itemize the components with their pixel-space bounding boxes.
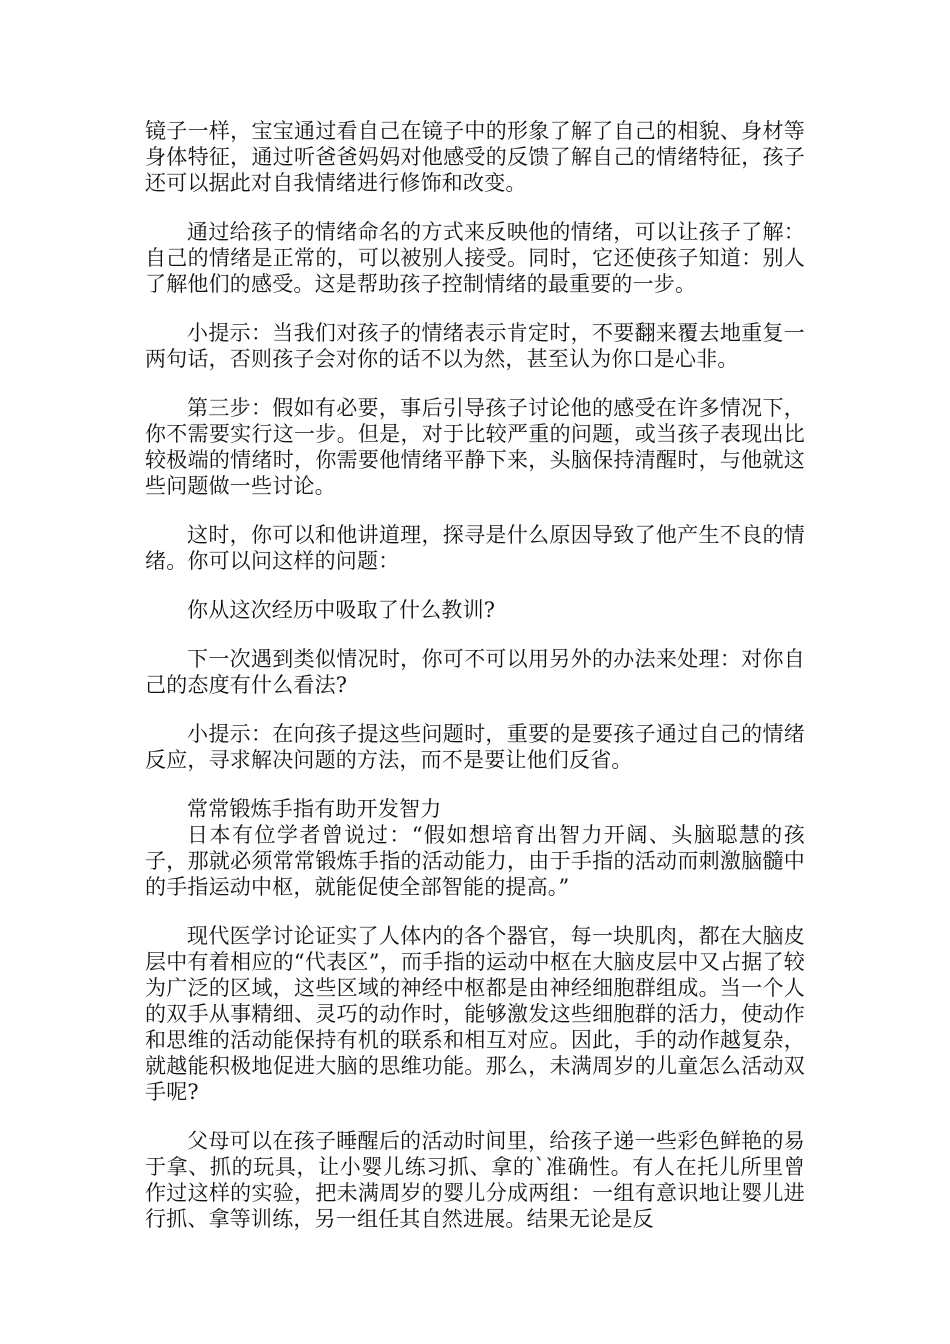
paragraph-japanese-scholar-quote: 日本有位学者曾说过：“假如想培育出智力开阔、头脑聪慧的孩子，那就必须常常锻炼手指的活动能力，由于手指的活动而刺激脑髓中的手指运动中枢，就能促使全部智能的提高。” [145,823,805,899]
paragraph-reasoning: 这时，你可以和他讲道理，探寻是什么原因导致了他产生不良的情绪。你可以问这样的问题： [145,523,805,573]
paragraph-question-one: 你从这次经历中吸取了什么教训? [187,598,496,622]
paragraph-step-three: 第三步：假如有必要，事后引导孩子讨论他的感受在许多情况下，你不需要实行这一步。但是，对于比较严重的问题，或当孩子表现出比较极端的情绪时，你需要他情绪平静下来，头脑保持清醒时，与他就这些问题做一些讨论。 [145,396,805,498]
paragraph-tip-one: 小提示：当我们对孩子的情绪表示肯定时，不要翻来覆去地重复一两句话，否则孩子会对你的话不以为然，甚至认为你口是心非。 [145,321,805,371]
paragraph-question-two: 下一次遇到类似情况时，你可不可以用另外的办法来处理：对你自己的态度有什么看法? [145,647,805,697]
paragraph-medical-research: 现代医学讨论证实了人体内的各个器官，每一块肌肉，都在大脑皮层中有着相应的“代表区”，而手指的运动中枢在大脑皮层中又占据了较为广泛的区域，这些区域的神经中枢都是由神经细胞群组成。当一个人的双手从事精细、灵巧的动作时，能够激发这些细胞群的活力，使动作和思维的活动能保持有机的联系和相互对应。因此，手的动作越复杂，就越能积极地促进大脑的思维功能。那么，未满周岁的儿童怎么活动双手呢? [145,924,805,1104]
document-page [145,118,805,1255]
paragraph-naming-emotions: 通过给孩子的情绪命名的方式来反映他的情绪，可以让孩子了解：自己的情绪是正常的，可以被别人接受。同时，它还使孩子知道：别人了解他们的感受。这是帮助孩子控制情绪的最重要的一步。 [145,220,805,296]
section-heading-finger-training: 常常锻炼手指有助开发智力 [187,797,442,821]
paragraph-tip-two: 小提示：在向孩子提这些问题时，重要的是要孩子通过自己的情绪反应，寻求解决问题的方法，而不是要让他们反省。 [145,722,805,772]
paragraph-parent-activities: 父母可以在孩子睡醒后的活动时间里，给孩子递一些彩色鲜艳的易于拿、抓的玩具，让小婴儿练习抓、拿的`准确性。有人在托儿所里曾作过这样的实验，把未满周岁的婴儿分成两组：一组有意识地让婴儿进行抓、拿等训练，另一组任其自然进展。结果无论是反 [145,1129,805,1231]
paragraph-mirror: 镜子一样，宝宝通过看自己在镜子中的形象了解了自己的相貌、身材等身体特征，通过听爸爸妈妈对他感受的反馈了解自己的情绪特征，孩子还可以据此对自我情绪进行修饰和改变。 [145,119,805,195]
